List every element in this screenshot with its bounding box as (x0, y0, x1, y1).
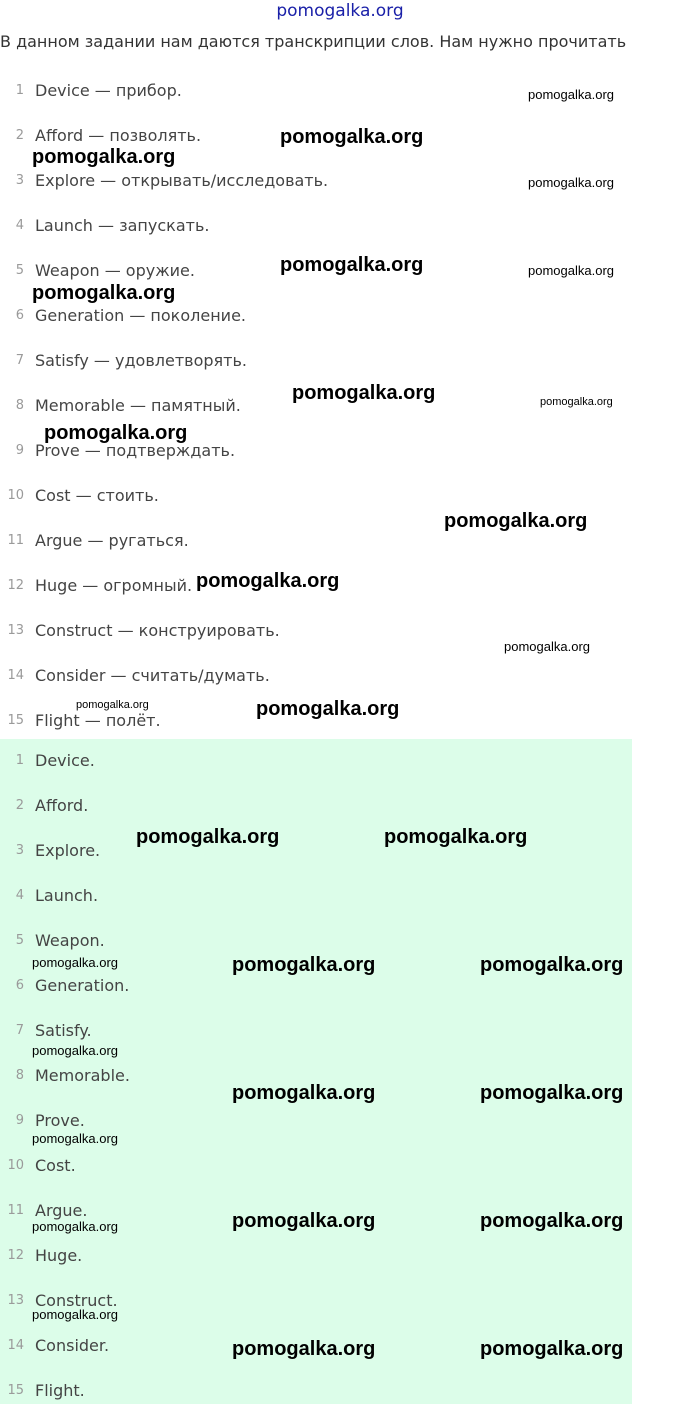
item-text: Flight — полёт. (35, 711, 161, 730)
watermark: pomogalka.org (232, 954, 376, 976)
item-number: 15 (7, 1383, 24, 1398)
watermark: pomogalka.org (280, 126, 424, 148)
watermark: pomogalka.org (32, 1043, 118, 1058)
watermark: pomogalka.org (480, 954, 624, 976)
list-item (0, 829, 632, 874)
item-text: Construct. (35, 1291, 118, 1310)
watermark: pomogalka.org (32, 1131, 118, 1146)
item-number: 6 (15, 308, 24, 323)
item-text: Huge — огромный. (35, 576, 193, 595)
watermark: pomogalka.org (480, 1082, 624, 1104)
item-text: Generation. (35, 976, 130, 995)
item-text: Afford. (35, 796, 89, 815)
item-text: Weapon. (35, 931, 105, 950)
list-item (0, 874, 632, 919)
list-item (0, 654, 680, 699)
list-item (0, 739, 632, 784)
item-text: Flight. (35, 1381, 85, 1400)
item-number: 10 (7, 488, 24, 503)
item-text: Consider. (35, 1336, 110, 1355)
item-number: 1 (15, 83, 24, 98)
list-item (0, 204, 680, 249)
item-number: 2 (15, 128, 24, 143)
item-number: 3 (15, 843, 24, 858)
watermark: pomogalka.org (540, 396, 613, 408)
watermark: pomogalka.org (232, 1210, 376, 1232)
item-text: Device — прибор. (35, 81, 182, 100)
watermark: pomogalka.org (232, 1338, 376, 1360)
item-text: Construct — конструировать. (35, 621, 280, 640)
list-item (0, 339, 680, 384)
item-number: 14 (7, 668, 24, 683)
watermark: pomogalka.org (384, 826, 528, 848)
item-text: Huge. (35, 1246, 83, 1265)
watermark: pomogalka.org (480, 1338, 624, 1360)
item-number: 7 (15, 1023, 24, 1038)
item-text: Device. (35, 751, 95, 770)
item-number: 8 (15, 398, 24, 413)
site-header-link[interactable]: pomogalka.org (276, 1, 404, 21)
item-text: Satisfy — удовлетворять. (35, 351, 247, 370)
watermark: pomogalka.org (196, 570, 340, 592)
item-number: 1 (15, 753, 24, 768)
item-number: 5 (15, 263, 24, 278)
item-text: Launch — запускать. (35, 216, 210, 235)
watermark: pomogalka.org (528, 87, 614, 102)
item-text: Explore. (35, 841, 101, 860)
item-number: 13 (7, 623, 24, 638)
item-text: Afford — позволять. (35, 126, 202, 145)
item-text: Cost — стоить. (35, 486, 159, 505)
item-number: 10 (7, 1158, 24, 1173)
watermark: pomogalka.org (32, 282, 176, 304)
watermark: pomogalka.org (32, 1219, 118, 1234)
item-number: 11 (7, 1203, 24, 1218)
answer-list (0, 739, 632, 1404)
watermark: pomogalka.org (136, 826, 280, 848)
item-text: Weapon — оружие. (35, 261, 195, 280)
item-text: Cost. (35, 1156, 76, 1175)
watermark: pomogalka.org (32, 146, 176, 168)
watermark: pomogalka.org (76, 699, 149, 711)
list-item (0, 1144, 632, 1189)
item-number: 2 (15, 798, 24, 813)
intro-text: В данном задании нам даются транскрипции слов. Нам нужно прочитать (0, 32, 627, 51)
watermark: pomogalka.org (528, 175, 614, 190)
item-text: Consider — считать/думать. (35, 666, 270, 685)
watermark: pomogalka.org (280, 254, 424, 276)
list-item (0, 784, 632, 829)
item-text: Satisfy. (35, 1021, 92, 1040)
item-number: 9 (15, 443, 24, 458)
item-text: Argue — ругаться. (35, 531, 189, 550)
item-text: Memorable. (35, 1066, 130, 1085)
watermark: pomogalka.org (480, 1210, 624, 1232)
list-item (0, 1234, 632, 1279)
item-number: 14 (7, 1338, 24, 1353)
watermark: pomogalka.org (444, 510, 588, 532)
item-number: 15 (7, 713, 24, 728)
item-number: 13 (7, 1293, 24, 1308)
item-text: Argue. (35, 1201, 88, 1220)
item-number: 7 (15, 353, 24, 368)
item-number: 4 (15, 218, 24, 233)
watermark: pomogalka.org (256, 698, 400, 720)
item-text: Memorable — памятный. (35, 396, 241, 415)
list-item (0, 1369, 632, 1414)
watermark: pomogalka.org (504, 639, 590, 654)
item-number: 6 (15, 978, 24, 993)
item-text: Explore — открывать/исследовать. (35, 171, 329, 190)
item-text: Launch. (35, 886, 99, 905)
item-number: 9 (15, 1113, 24, 1128)
item-text: Prove — подтверждать. (35, 441, 236, 460)
item-number: 12 (7, 1248, 24, 1263)
item-number: 12 (7, 578, 24, 593)
watermark: pomogalka.org (32, 955, 118, 970)
watermark: pomogalka.org (44, 422, 188, 444)
item-number: 5 (15, 933, 24, 948)
watermark: pomogalka.org (292, 382, 436, 404)
item-text: Prove. (35, 1111, 85, 1130)
item-number: 4 (15, 888, 24, 903)
item-number: 11 (7, 533, 24, 548)
list-item (0, 564, 680, 609)
item-number: 3 (15, 173, 24, 188)
watermark: pomogalka.org (232, 1082, 376, 1104)
item-number: 8 (15, 1068, 24, 1083)
watermark: pomogalka.org (32, 1307, 118, 1322)
item-text: Generation — поколение. (35, 306, 246, 325)
watermark: pomogalka.org (528, 263, 614, 278)
